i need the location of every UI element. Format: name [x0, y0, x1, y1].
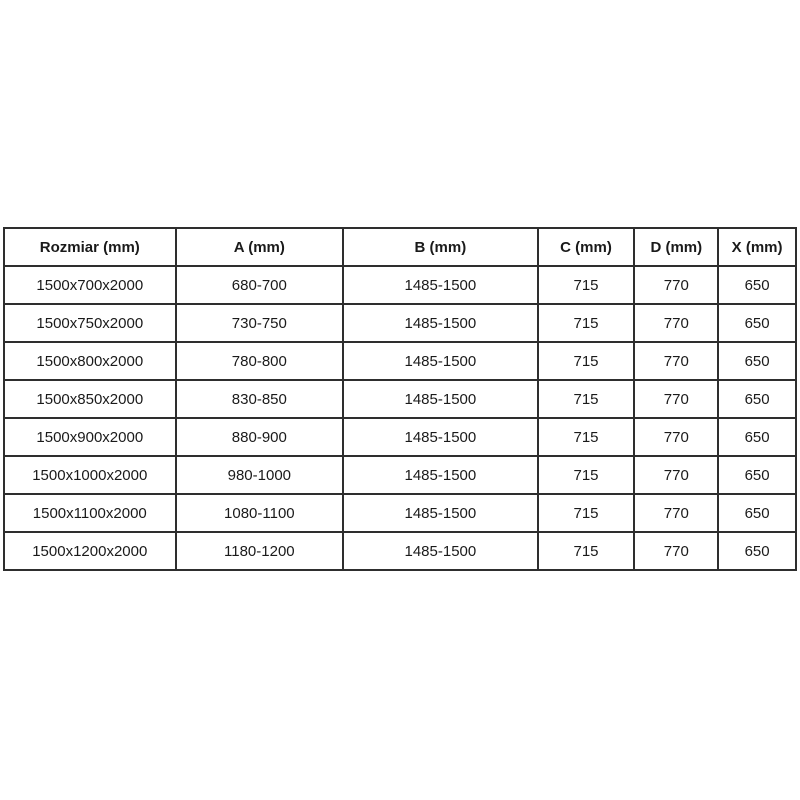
- table-cell: 715: [538, 304, 635, 342]
- table-cell: 715: [538, 418, 635, 456]
- table-row: [4, 342, 796, 380]
- table-cell: 1500x1000x2000: [4, 456, 176, 494]
- table-cell: 1485-1500: [343, 380, 538, 418]
- table-cell: 770: [634, 494, 718, 532]
- table-cell: 1500x700x2000: [4, 266, 176, 304]
- table-cell: 1500x1200x2000: [4, 532, 176, 570]
- table-cell: 780-800: [176, 342, 344, 380]
- table-cell: 1485-1500: [343, 494, 538, 532]
- table-cell: 715: [538, 380, 635, 418]
- table-cell: 770: [634, 380, 718, 418]
- table-cell: 1180-1200: [176, 532, 344, 570]
- table-cell: 1485-1500: [343, 532, 538, 570]
- table-cell: 1500x1100x2000: [4, 494, 176, 532]
- table-cell: 830-850: [176, 380, 344, 418]
- table-cell: 980-1000: [176, 456, 344, 494]
- table-cell: 1500x900x2000: [4, 418, 176, 456]
- table-cell: 715: [538, 266, 635, 304]
- table-cell: 1485-1500: [343, 266, 538, 304]
- table-cell: 715: [538, 456, 635, 494]
- table-body: [4, 266, 796, 570]
- table-cell: 1485-1500: [343, 342, 538, 380]
- table-cell: 715: [538, 494, 635, 532]
- table-cell: 1485-1500: [343, 418, 538, 456]
- column-header: X (mm): [718, 228, 796, 266]
- column-header: C (mm): [538, 228, 635, 266]
- table-cell: 650: [718, 266, 796, 304]
- column-header: B (mm): [343, 228, 538, 266]
- column-header: D (mm): [634, 228, 718, 266]
- dimensions-table: [3, 227, 797, 571]
- table-row: [4, 304, 796, 342]
- table-cell: 1500x750x2000: [4, 304, 176, 342]
- table-cell: 770: [634, 342, 718, 380]
- table-cell: 650: [718, 418, 796, 456]
- table-cell: 1080-1100: [176, 494, 344, 532]
- table-cell: 650: [718, 380, 796, 418]
- table-row: [4, 532, 796, 570]
- table-cell: 650: [718, 342, 796, 380]
- table-row: [4, 418, 796, 456]
- table-cell: 770: [634, 532, 718, 570]
- table-cell: 880-900: [176, 418, 344, 456]
- table-cell: 650: [718, 494, 796, 532]
- table-row: [4, 494, 796, 532]
- table-cell: 715: [538, 532, 635, 570]
- column-header: A (mm): [176, 228, 344, 266]
- table-cell: 770: [634, 456, 718, 494]
- table-row: [4, 380, 796, 418]
- header-row: [4, 228, 796, 266]
- table-cell: 770: [634, 266, 718, 304]
- table-cell: 1485-1500: [343, 456, 538, 494]
- column-header: Rozmiar (mm): [4, 228, 176, 266]
- table-cell: 1485-1500: [343, 304, 538, 342]
- table-cell: 1500x850x2000: [4, 380, 176, 418]
- table-cell: 770: [634, 418, 718, 456]
- table-cell: 650: [718, 532, 796, 570]
- table-row: [4, 266, 796, 304]
- table-row: [4, 456, 796, 494]
- table-cell: 650: [718, 456, 796, 494]
- table-cell: 770: [634, 304, 718, 342]
- table-cell: 650: [718, 304, 796, 342]
- table-cell: 680-700: [176, 266, 344, 304]
- table-cell: 1500x800x2000: [4, 342, 176, 380]
- table-cell: 715: [538, 342, 635, 380]
- table-cell: 730-750: [176, 304, 344, 342]
